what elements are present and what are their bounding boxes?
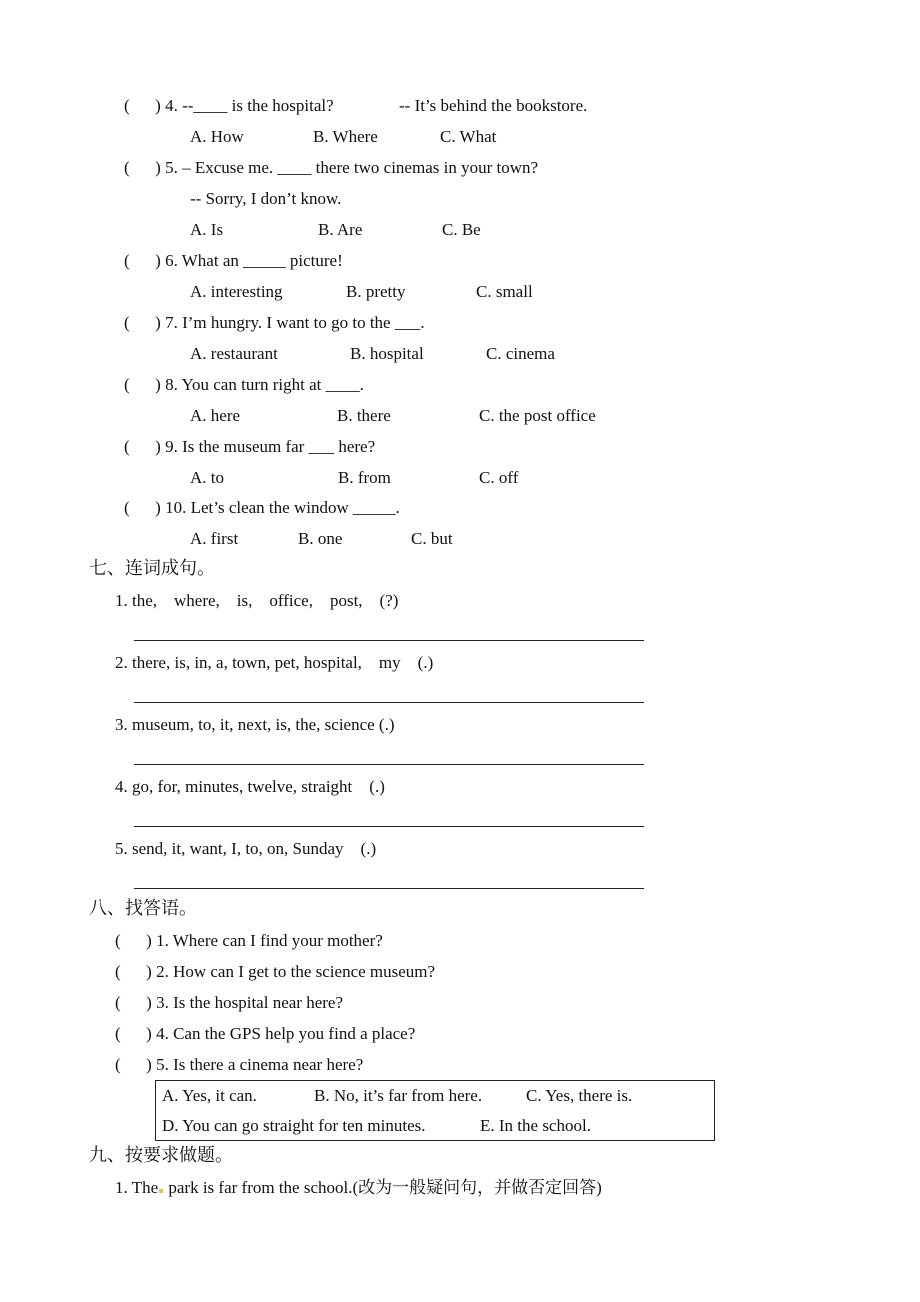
mc-option: B. there [337, 406, 391, 425]
section-8-title: 八、找答语。 [89, 898, 197, 919]
transform-question-1 [115, 1178, 602, 1198]
answer-option-c: C. Yes, there is. [526, 1086, 633, 1105]
mc-option: C. What [440, 127, 497, 146]
sentence-prompt-1: 1. the, where, is, office, post, (?) [115, 591, 399, 610]
mc-question-8: ( ) 8. You can turn right at ____. [124, 375, 364, 394]
mc-option: C. Be [442, 220, 481, 239]
section-9-title: 九、按要求做题。 [89, 1145, 233, 1166]
mc-option: C. the post office [479, 406, 596, 425]
sentence-prompt-5: 5. send, it, want, I, to, on, Sunday (.) [115, 839, 377, 858]
mc-option: B. hospital [350, 344, 424, 363]
match-question-5: ( ) 5. Is there a cinema near here? [115, 1055, 364, 1074]
match-question-3: ( ) 3. Is the hospital near here? [115, 993, 343, 1012]
mc-question-4: ( ) 4. --____ is the hospital? [124, 96, 334, 115]
mc-option: C. off [479, 468, 519, 487]
answer-line-4[interactable] [134, 826, 644, 827]
sentence-prompt-4: 4. go, for, minutes, twelve, straight (.) [115, 777, 385, 796]
sentence-prompt-2: 2. there, is, in, a, town, pet, hospital, my (.) [115, 653, 434, 672]
mc-option: B. Where [313, 127, 378, 146]
mc-option: A. How [190, 127, 244, 146]
answer-option-b: B. No, it’s far from here. [314, 1086, 483, 1105]
mc-question-6: ( ) 6. What an _____ picture! [124, 251, 343, 270]
mc-question-5: ( ) 5. – Excuse me. ____ there two cinemas in your town? [124, 158, 539, 177]
mc-option: C. but [411, 529, 453, 548]
mc-option: A. Is [190, 220, 224, 239]
mc-option: A. here [190, 406, 241, 425]
answer-line-2[interactable] [134, 702, 644, 703]
answer-option-e: E. In the school. [480, 1116, 591, 1135]
mc-subline-5: -- Sorry, I don’t know. [190, 189, 342, 208]
mc-option: B. pretty [346, 282, 406, 301]
match-question-1: ( ) 1. Where can I find your mother? [115, 931, 383, 950]
mc-option: B. from [338, 468, 391, 487]
mc-option: A. restaurant [190, 344, 278, 363]
mc-option: A. interesting [190, 282, 283, 301]
answer-option-d: D. You can go straight for ten minutes. [162, 1116, 426, 1135]
answer-line-1[interactable] [134, 640, 644, 641]
question-text-start: 1. The [115, 1178, 159, 1197]
answer-option-a: A. Yes, it can. [162, 1086, 257, 1105]
mc-option: C. small [476, 282, 533, 301]
mc-question-7: ( ) 7. I’m hungry. I want to go to the ___. [124, 313, 425, 332]
answer-line-5[interactable] [134, 888, 644, 889]
match-question-4: ( ) 4. Can the GPS help you find a place? [115, 1024, 416, 1043]
mc-question-10: ( ) 10. Let’s clean the window _____. [124, 498, 400, 517]
mc-option: A. to [190, 468, 224, 487]
match-question-2: ( ) 2. How can I get to the science museum? [115, 962, 436, 981]
mc-option: A. first [190, 529, 239, 548]
mc-option: B. one [298, 529, 343, 548]
answer-line-3[interactable] [134, 764, 644, 765]
question-text-rest: park is far from the school.(改为一般疑问句，并做否定回答) [164, 1178, 602, 1197]
mc-question-9: ( ) 9. Is the museum far ___ here? [124, 437, 376, 456]
section-7-title: 七、连词成句。 [89, 558, 215, 579]
mc-option: C. cinema [486, 344, 555, 363]
mc-answer-4: -- It’s behind the bookstore. [399, 96, 588, 115]
sentence-prompt-3: 3. museum, to, it, next, is, the, science (.) [115, 715, 395, 734]
highlight-mark [159, 1189, 163, 1193]
mc-option: B. Are [318, 220, 363, 239]
